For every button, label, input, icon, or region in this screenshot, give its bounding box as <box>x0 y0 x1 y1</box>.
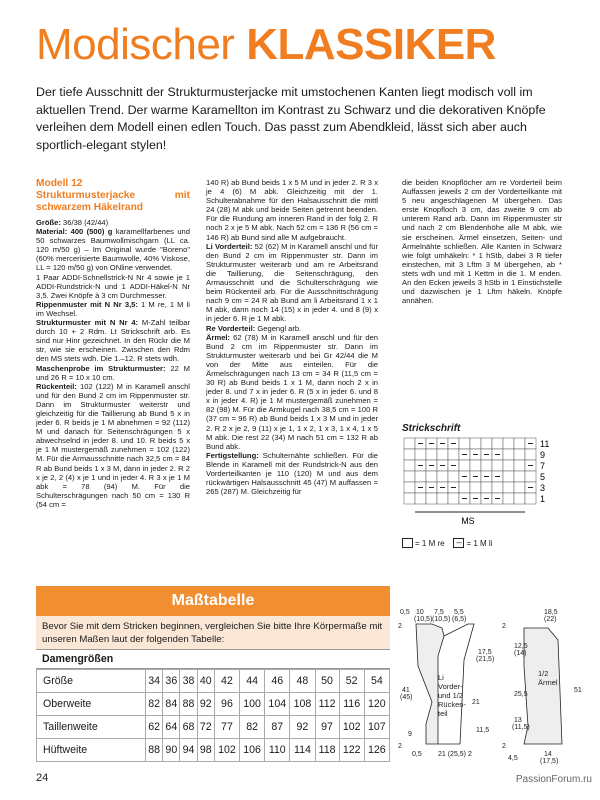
table-cell: 64 <box>163 716 180 739</box>
chart-cell <box>448 471 459 482</box>
dimension-label: (10,5) <box>432 616 451 623</box>
instruction-paragraph <box>36 364 190 382</box>
table-cell: 90 <box>163 739 180 762</box>
table-cell: 96 <box>214 693 239 716</box>
table-cell: 52 <box>339 670 364 693</box>
table-subtitle: Damengrößen <box>36 649 390 669</box>
table-cell: 40 <box>197 670 214 693</box>
chart-cell <box>514 471 525 482</box>
chart-cell <box>404 438 415 449</box>
paragraph-text: Gegengl arb. <box>255 323 302 333</box>
title-bold: KLASSIKER <box>246 20 496 69</box>
dimension-label: 2 <box>468 751 472 758</box>
chart-cell <box>525 471 536 482</box>
dimension-label: 10 <box>416 609 424 616</box>
instruction-paragraph <box>206 242 378 324</box>
chart-cell <box>437 493 448 504</box>
dimension-label: 12,5 <box>514 643 528 650</box>
dimension-label: (11,5) <box>512 724 530 731</box>
chart-cell <box>503 449 514 460</box>
table-cell: 77 <box>214 716 239 739</box>
chart-cell <box>459 460 470 471</box>
paragraph-heading: Fertigstellung: <box>206 450 259 460</box>
chart-row-number: 11 <box>540 439 550 449</box>
paragraph-text: 140 R) ab Bund beids 1 x 5 M und in jeder 2. R 3 x je 4 (6) M abk. Gleichzeitig mit der 1. Schulterabnahme für den Halsausschnitt die mittl 24 (28) M abk und beide Seiten getrennt beenden. Für die Rundung am inneren Rand in der folg 2. R noch 2 x je 5 M abk. Nach 52 cm = 136 R (56 cm = 146 R) ab Bund sind alle M aufgebraucht. <box>206 178 378 242</box>
chart-cell <box>470 438 481 449</box>
chart-cell <box>514 438 525 449</box>
model-title: Modell 12 Strukturmusterjacke mit schwarzem Häkelrand <box>36 178 190 213</box>
title-light: Modischer <box>36 20 235 69</box>
chart-row-number: 5 <box>540 472 546 482</box>
table-cell: 102 <box>214 739 239 762</box>
table-cell: 82 <box>240 716 265 739</box>
dimension-label: 14 <box>544 751 552 758</box>
dimension-label: 41 <box>402 687 410 694</box>
dimension-label: (10,5) <box>414 616 433 623</box>
paragraph-heading: Rippenmuster mit N Nr 3,5: <box>36 299 138 309</box>
instruction-paragraph <box>36 382 190 509</box>
table-cell: 54 <box>364 670 389 693</box>
table-row <box>37 716 390 739</box>
chart-cell <box>459 482 470 493</box>
schematic-drawing <box>398 606 594 766</box>
table-cell: 97 <box>315 716 339 739</box>
dimension-label: 2 <box>398 623 402 630</box>
dimension-label: 18,5 <box>544 609 558 616</box>
table-cell: 98 <box>197 739 214 762</box>
paragraph-text: karamellfarbenes und 50 schwarzes Baumwollmischgarn (LL ca. 120 m/50 g) – Im Original wurde "Boreno" (60% mercerisierte Baumwolle, 40% Viskose, LL = 120 m/50 g) von ONline verwendet. <box>36 227 191 273</box>
dimension-label: 2 <box>398 743 402 750</box>
chart-cell <box>426 493 437 504</box>
table-cell: 108 <box>290 693 315 716</box>
table-row <box>37 693 390 716</box>
instruction-paragraph <box>206 333 378 451</box>
paragraph-text: 102 (122) M in Karamell anschl und für den Bund 2 cm im Rippenmuster str. Dann im Strukturmuster weiterstr und gleichzeitig für die Taillierung ab Bund 5 x in jeder 6. R beids je 1 M abnehmen = 92 (112) M und danach für Seitenschrägungen 5 x abwechselnd in jeder 8. und 10. R beids 5 x je 1 M mustergemäß zunehmen = 102 (122) M. Für die Armausschnitte nach 32,5 cm = 84 R ab Bund beids 1 x 3 M, dann in jeder 2. R 2 x je 2, 2 (4) x je 1 und in jeder 4. R 3 x je 1 M abk = 78 (94) M. Für die Schulterschrägungen nach 50 cm = 130 R (54 cm = <box>36 381 190 509</box>
chart-cell <box>514 482 525 493</box>
table-cell: 68 <box>180 716 197 739</box>
table-cell: 50 <box>315 670 339 693</box>
table-cell: 34 <box>146 670 163 693</box>
chart-cell <box>525 493 536 504</box>
dimension-label: (21,5) <box>476 656 495 663</box>
table-cell: 42 <box>214 670 239 693</box>
paragraph-text: die beiden Knopflöcher am re Vorderteil beim Auffassen jeweils 2 cm der Vorderteilkante mit 5 neu angeschlagenen M übergehen. Das erste Knopfloch 3 cm, das zweite 9 cm ab unterem Rand arb. Dann im Rippenmuster str und nach 2 cm Blendenhöhe alle M abk, wie sie erscheinen. Ärmel einsetzen, Seiten- und Ärmelnähte schließen. Alle Kanten in Schwarz wie folgt umhäkeln: * 1 hStb, dabei 3 R tiefer einstechen, mit 3 Lftm 3 M übergehen, ab * stets wdh und mit 1 Kettm in die 1. M enden. An den Ecken jeweils 3 hStb in 1 Einstichstelle und dazwischen je 1 Lftm häkeln. Knöpfe annähen. <box>402 178 562 306</box>
instructions-col-1 <box>36 178 190 509</box>
chart-cell <box>492 460 503 471</box>
paragraph-heading: Material: 400 (500) g <box>36 227 113 237</box>
chart-cell <box>503 471 514 482</box>
instruction-paragraph <box>206 324 378 333</box>
dimension-label: 0,5 <box>400 609 410 616</box>
chart-cell <box>492 482 503 493</box>
dimension-label: 2 <box>502 623 506 630</box>
table-cell: 44 <box>240 670 265 693</box>
paragraph-heading: Li Vorderteil: <box>206 241 253 251</box>
paragraph-heading: Größe: <box>36 218 61 227</box>
chart-cell <box>503 493 514 504</box>
col2-paragraphs <box>206 178 378 496</box>
intro-text: Der tiefe Ausschnitt der Strukturmusterjacke mit umstochenen Kanten liegt modisch voll im aktuellen Trend. Der warme Karamellton im Kontrast zu Schwarz und die dekorativen Knöpfe verleihen dem Modell einen edlen Touch. Das passt zum Abendkleid, lässt sich aber auch sportlich-elegant stylen! <box>36 85 546 152</box>
table-cell: 94 <box>180 739 197 762</box>
dimension-label: 5,5 <box>454 609 464 616</box>
sleeve-piece-label: Ärmel <box>538 678 558 687</box>
chart-cell <box>514 460 525 471</box>
chart-cell <box>481 482 492 493</box>
chart-cell <box>426 449 437 460</box>
instruction-paragraph <box>36 318 190 363</box>
knit-symbol <box>402 538 413 548</box>
body-piece-label: teil <box>438 709 448 718</box>
dimension-label: 25,5 <box>514 691 528 698</box>
table-cell: 82 <box>146 693 163 716</box>
paragraph-text: M-Zahl teilbar durch 10 + 2 Rdm. Lt Strickschrift arb. Es sind nur Hinr gezeichnet. In den Rückr die M str, wie sie erscheinen. Zwischen den Rdm den MS stets wdh. Die 1.–12. R stets wdh. <box>36 318 190 364</box>
body-piece-label: Rücken- <box>438 700 466 709</box>
ms-label: MS <box>461 516 475 526</box>
chart-cell <box>415 449 426 460</box>
table-cell: 107 <box>364 716 389 739</box>
chart-cell <box>481 460 492 471</box>
table-cell: 102 <box>339 716 364 739</box>
instruction-paragraph <box>206 451 378 496</box>
chart-cell <box>404 460 415 471</box>
sleeve-piece-label: 1/2 <box>538 669 549 678</box>
table-cell: 116 <box>339 693 364 716</box>
row-label: Hüftweite <box>37 739 146 762</box>
table-cell: 72 <box>197 716 214 739</box>
chart-cell <box>448 449 459 460</box>
table-cell: 104 <box>265 693 290 716</box>
purl-symbol: – <box>453 538 464 548</box>
table-cell: 112 <box>315 693 339 716</box>
chart-cell <box>525 449 536 460</box>
table-cell: 114 <box>290 739 315 762</box>
paragraph-text: 36/38 (42/44) <box>60 218 109 227</box>
chart-cell <box>514 493 525 504</box>
legend-li: = 1 M li <box>466 538 493 548</box>
chart-legend <box>402 538 492 548</box>
table-cell: 122 <box>339 739 364 762</box>
chart-row-number: 1 <box>540 494 546 504</box>
paragraph-heading: Strukturmuster mit N Nr 4: <box>36 318 139 328</box>
table-cell: 88 <box>146 739 163 762</box>
chart-cell <box>437 471 448 482</box>
table-cell: 120 <box>364 693 389 716</box>
table-cell: 92 <box>290 716 315 739</box>
page-title <box>36 20 496 70</box>
table-cell: 62 <box>146 716 163 739</box>
table-cell: 84 <box>163 693 180 716</box>
dimension-label: 21 <box>472 699 480 706</box>
instruction-paragraph <box>36 273 190 300</box>
chart-cell <box>404 471 415 482</box>
paragraph-text: Schulternähte schließen. Für die Blende in Karamell mit der Rundstrick-N aus den Vorderteilkanten je 110 (120) M und aus dem rückwärtigen Halsausschnitt 45 (47) M auffassen = 265 (287) M. Gleichzeitig für <box>206 450 378 497</box>
table-title: Maßtabelle <box>36 586 390 616</box>
dimension-label: 0,5 <box>412 751 422 758</box>
paragraph-text: 62 (78) M in Karamell anschl und für den Bund 2 cm im Rippenmuster str. Dann im Strukturmuster weiterarb und bei Gr 42/44 die M von der Mitte aus einteilen. Für die Ärmelschrägungen nach 13 cm = 34 R (11,5 cm = 30 R) ab Bund beids 1 x 1 M, dann noch 2 x in jeder 8. und 7 x in jeder 6. R (5 x in jeder 6. und 8 x in jeder 4. R) je 1 M mustergemäß zunehmen = 82 (98) M. Für die Armkugel nach 38,5 cm = 100 R (37 cm = 96 R) ab Bund beids 1 x 3 M und in jeder 2. R 2 x je 2, 9 (11) x je 1, 1 x 2, 1 x 3, 1 x 4, 1 x 5 M abk. Die rest 22 (34) M nach 51 cm = 132 R ab Bund abk. <box>206 332 378 451</box>
dimension-label: 7,5 <box>434 609 444 616</box>
row-label: Taillenweite <box>37 716 146 739</box>
row-label: Größe <box>37 670 146 693</box>
body-piece-label: Li <box>438 673 444 682</box>
chart-cell <box>404 493 415 504</box>
dimension-label: 9 <box>408 731 412 738</box>
instruction-paragraph <box>36 227 190 272</box>
chart-cell <box>514 449 525 460</box>
size-table <box>36 586 390 762</box>
table-cell: 100 <box>240 693 265 716</box>
paragraph-text: 52 (62) M in Karamell anschl und für den Bund 2 cm im Rippenmuster str. Dann im Strukturmuster weiterarb und am re Arbeitsrand die Taillierung, die Seitenschrägung, den Armausschnitt und die Schulterschrägung wie beim Rückenteil arb. Für die Ausschnittschrägung nach 9 cm = 24 R ab Bund am li Arbeitsrand 1 x 1 M abk, dann noch 14 (15) x in jeder 4. und 8 (9) x in jeder 6. R je 1 M abk. <box>206 241 378 324</box>
knitting-chart <box>402 436 562 534</box>
table-cell: 92 <box>197 693 214 716</box>
dimension-label: 17,5 <box>478 649 492 656</box>
chart-cell <box>481 438 492 449</box>
chart-cell <box>503 438 514 449</box>
chart-cell <box>470 460 481 471</box>
table-cell: 118 <box>315 739 339 762</box>
paragraph-heading: Maschenprobe im Strukturmuster: <box>36 363 166 373</box>
instruction-paragraph <box>36 300 190 318</box>
chart-cell <box>470 482 481 493</box>
table-cell: 38 <box>180 670 197 693</box>
dimension-label: 4,5 <box>508 755 518 762</box>
paragraph-heading: Rückenteil: <box>36 381 77 391</box>
table-cell: 46 <box>265 670 290 693</box>
col1-paragraphs <box>36 218 190 509</box>
chart-cell <box>437 449 448 460</box>
chart-cell <box>503 482 514 493</box>
paragraph-text: 22 M und 26 R = 10 x 10 cm. <box>36 363 190 382</box>
chart-title: Strickschrift <box>402 423 461 434</box>
chart-row-number: 7 <box>540 461 546 471</box>
dimension-label: (22) <box>544 616 557 623</box>
dimension-label: (45) <box>400 694 413 701</box>
paragraph-text: 1 Paar ADDI-Schnellstrick-N Nr 4 sowie je 1 ADDI-Rundstrick-N und 1 ADDI-Häkel-N Nr 3,5. Zwei Knöpfe à 3 cm Durchmesser. <box>36 272 190 300</box>
table-cell: 36 <box>163 670 180 693</box>
table-row <box>37 670 390 693</box>
chart-cell <box>492 438 503 449</box>
chart-cell <box>415 493 426 504</box>
chart-cell <box>503 460 514 471</box>
paragraph-text: 1 M re, 1 M li im Wechsel. <box>36 299 190 318</box>
chart-cell <box>415 471 426 482</box>
col3-paragraphs <box>402 178 562 305</box>
body-piece-label: und 1/2 <box>438 691 464 700</box>
paragraph-heading: Ärmel: <box>206 332 231 342</box>
instruction-paragraph <box>402 178 562 305</box>
legend-re: = 1 M re <box>415 538 445 548</box>
table-row <box>37 739 390 762</box>
dimension-label: 11,5 <box>476 727 490 734</box>
chart-cell <box>448 493 459 504</box>
table-cell: 110 <box>265 739 290 762</box>
body-piece-label: Vorder- <box>438 682 463 691</box>
table-cell: 87 <box>265 716 290 739</box>
dimension-label: 2 <box>502 743 506 750</box>
table-cell: 48 <box>290 670 315 693</box>
dimension-label: 51 <box>574 687 582 694</box>
page-number: 24 <box>36 772 49 784</box>
chart-cell <box>459 438 470 449</box>
table-cell: 106 <box>240 739 265 762</box>
dimension-label: 13 <box>514 717 522 724</box>
table-cell: 126 <box>364 739 389 762</box>
chart-cell <box>404 482 415 493</box>
instructions-col-2 <box>206 178 378 496</box>
instruction-paragraph <box>36 218 190 227</box>
paragraph-heading: Re Vorderteil: <box>206 323 256 333</box>
instructions-col-3 <box>402 178 562 305</box>
chart-cell <box>426 471 437 482</box>
instruction-paragraph <box>206 178 378 242</box>
table-cell: 88 <box>180 693 197 716</box>
dimension-label: (6,5) <box>452 616 467 623</box>
chart-cell <box>404 449 415 460</box>
row-label: Oberweite <box>37 693 146 716</box>
dimension-label: (14) <box>514 650 527 657</box>
chart-row-number: 9 <box>540 450 546 460</box>
dimension-label: (17,5) <box>540 758 559 765</box>
table-note: Bevor Sie mit dem Stricken beginnen, vergleichen Sie bitte Ihre Körpermaße mit unseren Maßen laut der folgenden Tabelle: <box>42 621 383 645</box>
watermark: PassionForum.ru <box>515 774 592 785</box>
chart-row-number: 3 <box>540 483 546 493</box>
dimension-label: 21 (25,5) <box>438 751 467 758</box>
